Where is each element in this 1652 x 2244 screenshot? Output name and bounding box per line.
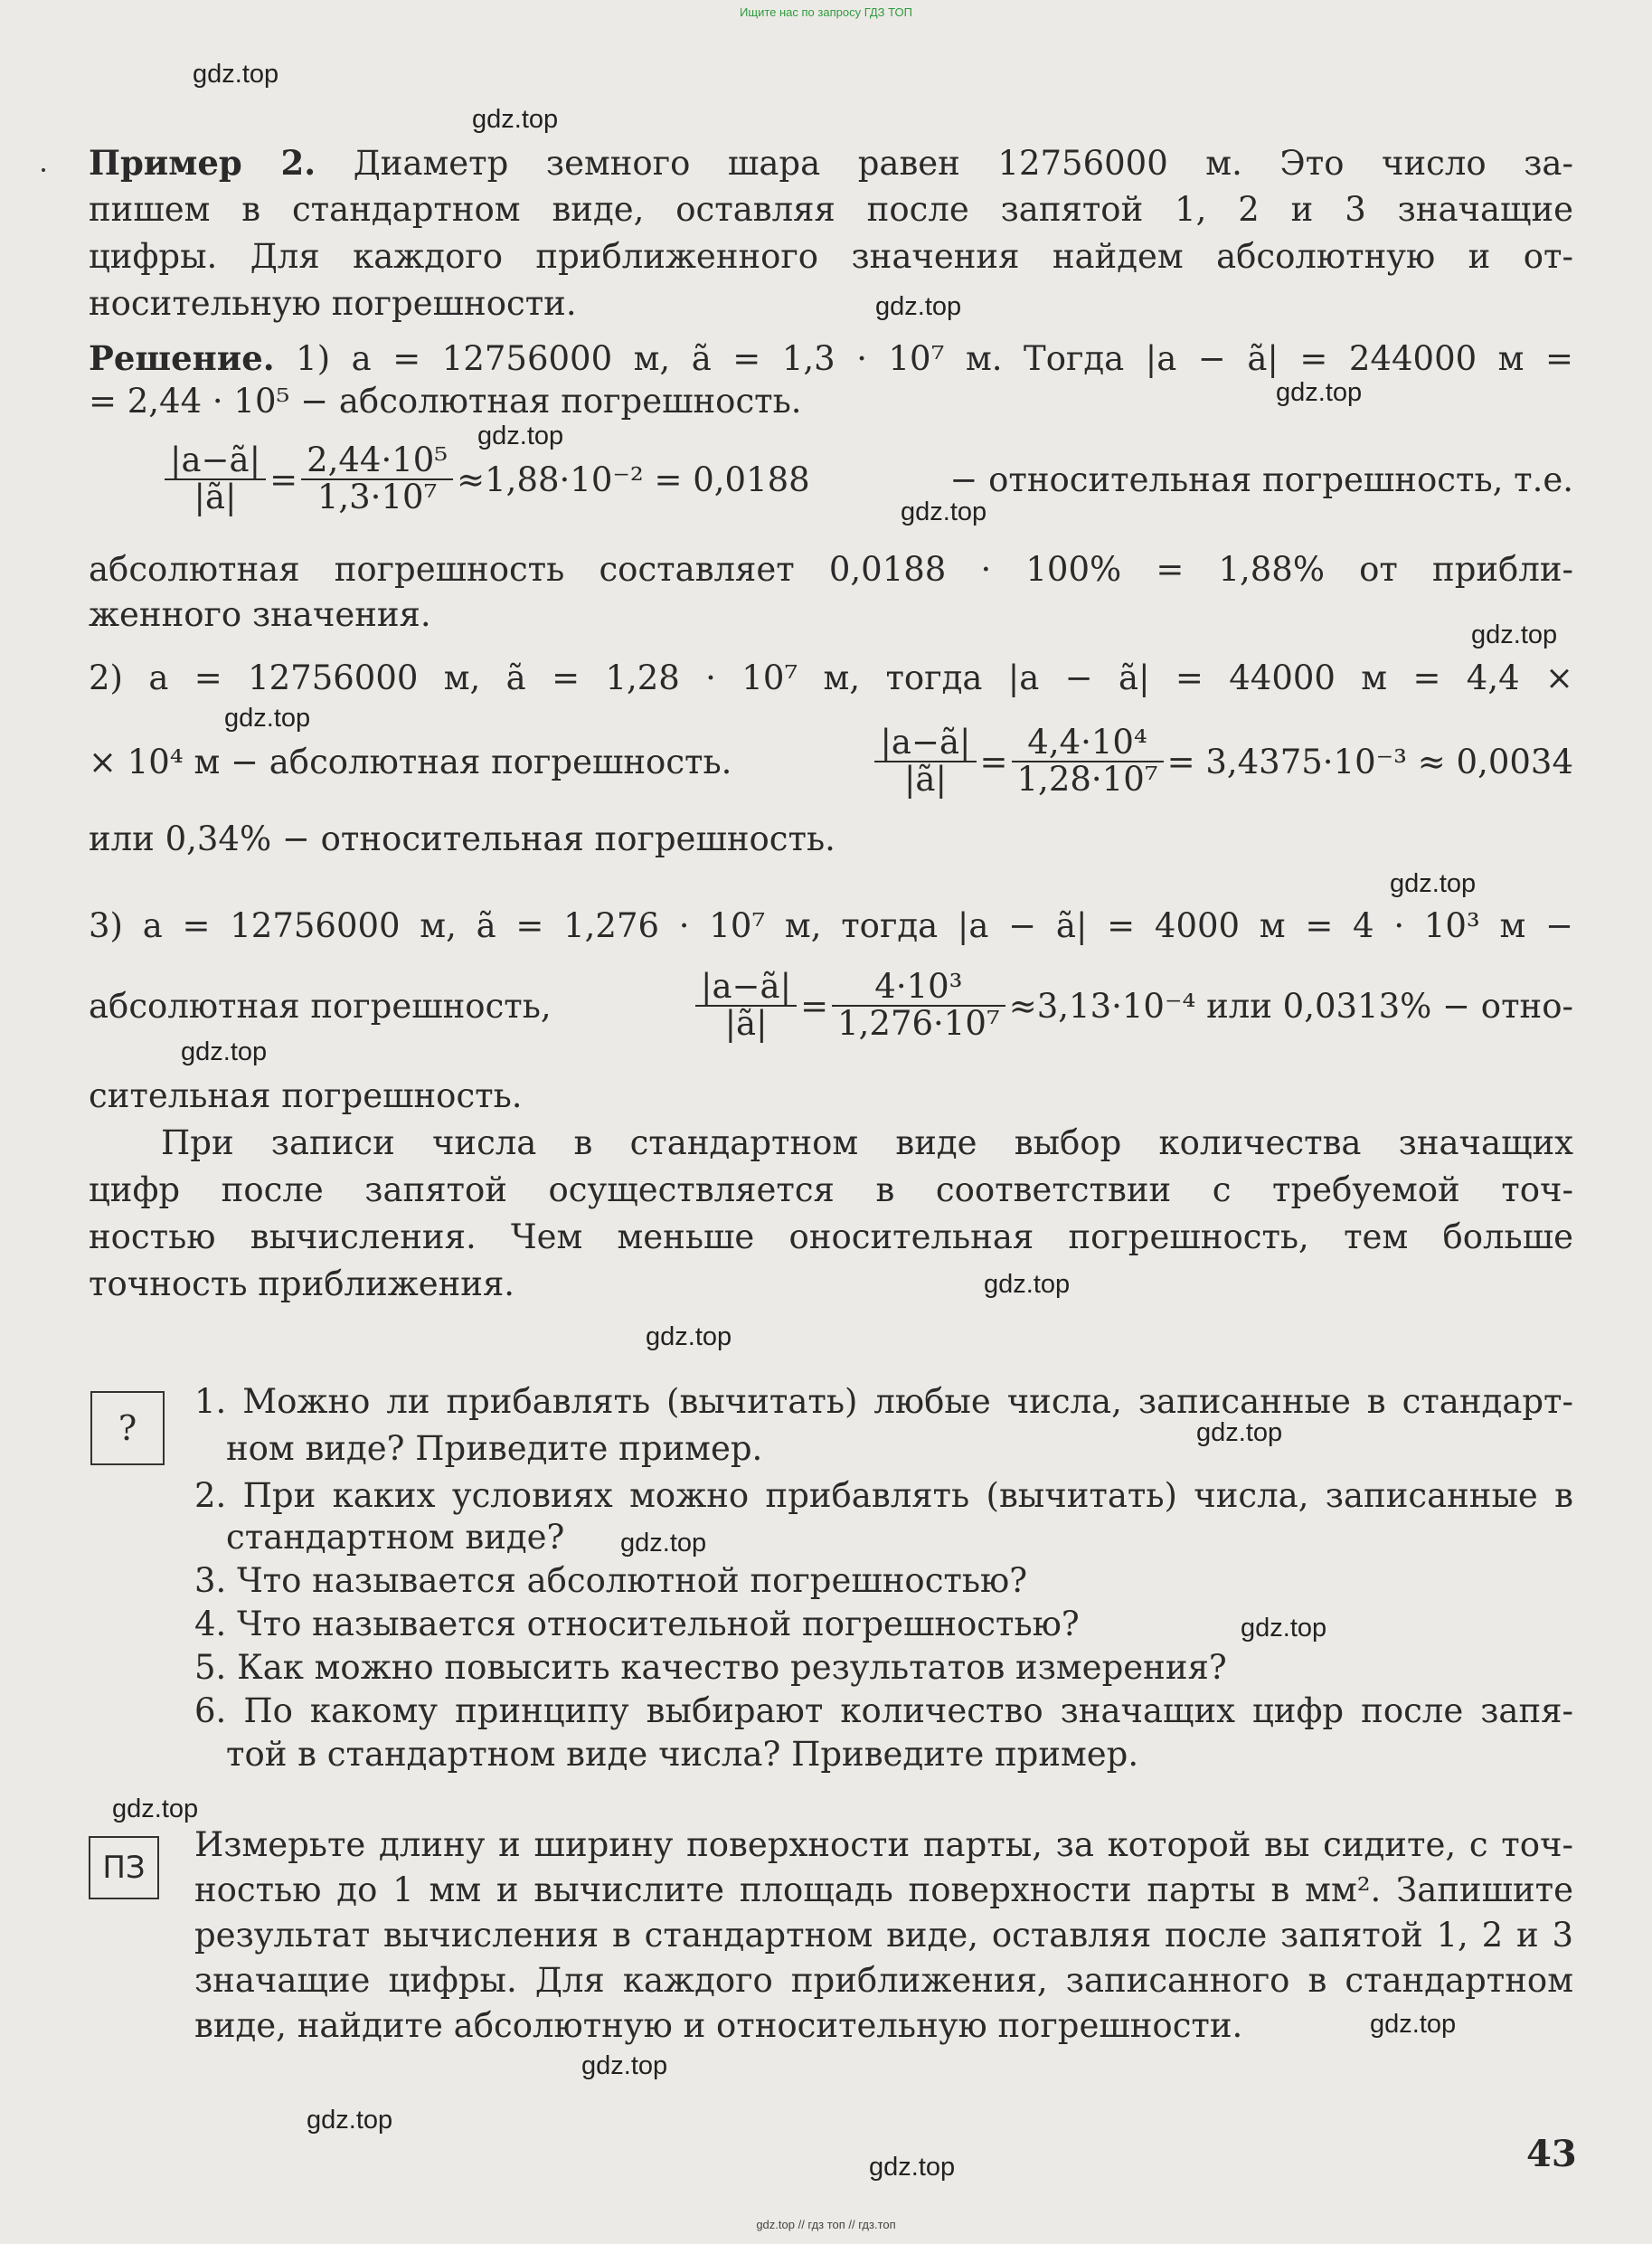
watermark: gdz.top: [984, 1270, 1071, 1299]
question-item: 5. Как можно повысить качество результатов измерения?: [194, 1648, 1227, 1687]
watermark: gdz.top: [112, 1794, 199, 1823]
watermark: gdz.top: [901, 497, 987, 526]
question-item: стандартном виде?: [226, 1518, 565, 1557]
watermark: gdz.top: [1196, 1418, 1283, 1447]
solution-line-4: абсолютная погрешность составляет 0,0188 · 100% = 1,88% от прибли-: [89, 550, 1573, 589]
watermark: gdz.top: [477, 421, 564, 450]
question-item: 4. Что называется относительной погрешностью?: [194, 1605, 1080, 1643]
solution-line-11: сительная погрешность.: [89, 1076, 523, 1115]
question-item: 1. Можно ли прибавлять (вычитать) любые числа, записанные в стандарт-: [194, 1382, 1573, 1421]
solution-line-5: женного значения.: [89, 595, 431, 634]
practical-line: виде, найдите абсолютную и относительную погрешности.: [194, 2006, 1243, 2045]
watermark: gdz.top: [1241, 1614, 1327, 1643]
watermark: gdz.top: [181, 1037, 268, 1066]
watermark: gdz.top: [1390, 869, 1477, 898]
question-item: 2. При каких условиях можно прибавлять (вычитать) числа, записанные в: [194, 1476, 1573, 1515]
paragraph-line-1: При записи числа в стандартном виде выбор количества значащих: [161, 1123, 1573, 1162]
top-banner: Ищите нас по запросу ГДЗ ТОП: [740, 5, 912, 19]
fraction-rhs: $\frac{\text{4·10³}}{\text{1,276·10⁷}}$: [832, 970, 1005, 1042]
formula-1: $\frac{|a-ã|}{|ã|}$ = $\frac{\text{2,44·10⁵}}{\text{1,3·10⁷}}$ ≈1,88·10⁻² = 0,0188 − относительная погрешность, т.е.: [161, 436, 1573, 523]
question-item: ном виде? Приведите пример.: [226, 1429, 763, 1468]
fraction-rhs: $\frac{\text{4,4·10⁴}}{\text{1,28·10⁷}}$: [1012, 725, 1164, 798]
watermark: gdz.top: [581, 2051, 668, 2080]
watermark: gdz.top: [307, 2106, 393, 2135]
solution-line-6: 2) a = 12756000 м, ã = 1,28 · 10⁷ м, тогда |a − ã| = 44000 м = 4,4 ×: [89, 658, 1573, 697]
watermark: gdz.top: [869, 2153, 956, 2182]
practical-task-icon: ПЗ: [89, 1836, 159, 1899]
solution-line-8: или 0,34% − относительная погрешность.: [89, 819, 835, 858]
solution-line-2: = 2,44 · 10⁵ − абсолютная погрешность.: [89, 382, 802, 421]
page-dot: [42, 168, 45, 172]
solution-line-9: 3) a = 12756000 м, ã = 1,276 · 10⁷ м, тогда |a − ã| = 4000 м = 4 · 10³ м −: [89, 906, 1573, 945]
paragraph-line-4: точность приближения.: [89, 1264, 515, 1303]
practical-line: Измерьте длину и ширину поверхности парты, за которой вы сидите, с точ-: [194, 1825, 1573, 1864]
watermark: gdz.top: [1370, 2010, 1457, 2039]
fraction-lhs: $\frac{|a-ã|}{|ã|}$: [165, 443, 266, 516]
solution-title: Решение.: [89, 338, 275, 378]
practical-line: значащие цифры. Для каждого приближения, записанного в стандартном: [194, 1961, 1573, 2000]
formula-3: абсолютная погрешность, $\frac{|a-ã|}{|ã|}$ = $\frac{\text{4·10³}}{\text{1,276·10⁷}}$ ≈3,13·10⁻⁴ или 0,0313% − отно-: [89, 967, 1573, 1043]
fraction-lhs: $\frac{|a-ã|}{|ã|}$: [874, 725, 976, 798]
practical-line: результат вычисления в стандартном виде, оставляя после запятой 1, 2 и 3: [194, 1916, 1573, 1955]
question-item: 6. По какому принципу выбирают количество значащих цифр после запя-: [194, 1691, 1573, 1730]
practical-line: ностью до 1 мм и вычислите площадь поверхности парты в мм². Запишите: [194, 1870, 1573, 1909]
question-item: 3. Что называется абсолютной погрешностью?: [194, 1561, 1028, 1600]
formula-2: × 10⁴ м − абсолютная погрешность. $\frac{|a-ã|}{|ã|}$ = $\frac{\text{4,4·10⁴}}{\text{1,28·10⁷}}$ = 3,4375·10⁻³ ≈ 0,0034: [89, 723, 1573, 799]
paragraph-line-2: цифр после запятой осуществляется в соответствии с требуемой точ-: [89, 1170, 1573, 1209]
watermark: gdz.top: [193, 60, 279, 89]
question-icon: ?: [90, 1391, 165, 1465]
watermark: gdz.top: [646, 1322, 732, 1351]
example-line-4: носительную погрешности.: [89, 284, 577, 323]
example-line-2: пишем в стандартном виде, оставляя после запятой 1, 2 и 3 значащие: [89, 190, 1573, 229]
watermark: gdz.top: [472, 105, 559, 134]
example-title: Пример 2.: [89, 143, 316, 183]
fraction-rhs: $\frac{\text{2,44·10⁵}}{\text{1,3·10⁷}}$: [301, 443, 453, 516]
example-line-3: цифры. Для каждого приближенного значения найдем абсолютную и от-: [89, 237, 1573, 276]
watermark: gdz.top: [224, 704, 311, 733]
watermark: gdz.top: [620, 1529, 707, 1558]
paragraph-line-3: ностью вычисления. Чем меньше оносительная погрешность, тем больше: [89, 1217, 1573, 1256]
bottom-banner: gdz.top // гдз топ // гдз.топ: [756, 2218, 896, 2231]
question-item: той в стандартном виде числа? Приведите пример.: [226, 1735, 1139, 1774]
solution-line-1: Решение. 1) a = 12756000 м, ã = 1,3 · 10⁷ м. Тогда |a − ã| = 244000 м =: [89, 338, 1573, 378]
page-number: 43: [1526, 2133, 1577, 2175]
watermark: gdz.top: [1276, 378, 1363, 407]
watermark: gdz.top: [1471, 620, 1558, 649]
example-line-1: Пример 2. Диаметр земного шара равен 12756000 м. Это число за-: [89, 143, 1573, 183]
fraction-lhs: $\frac{|a-ã|}{|ã|}$: [695, 970, 797, 1042]
watermark: gdz.top: [875, 292, 962, 321]
